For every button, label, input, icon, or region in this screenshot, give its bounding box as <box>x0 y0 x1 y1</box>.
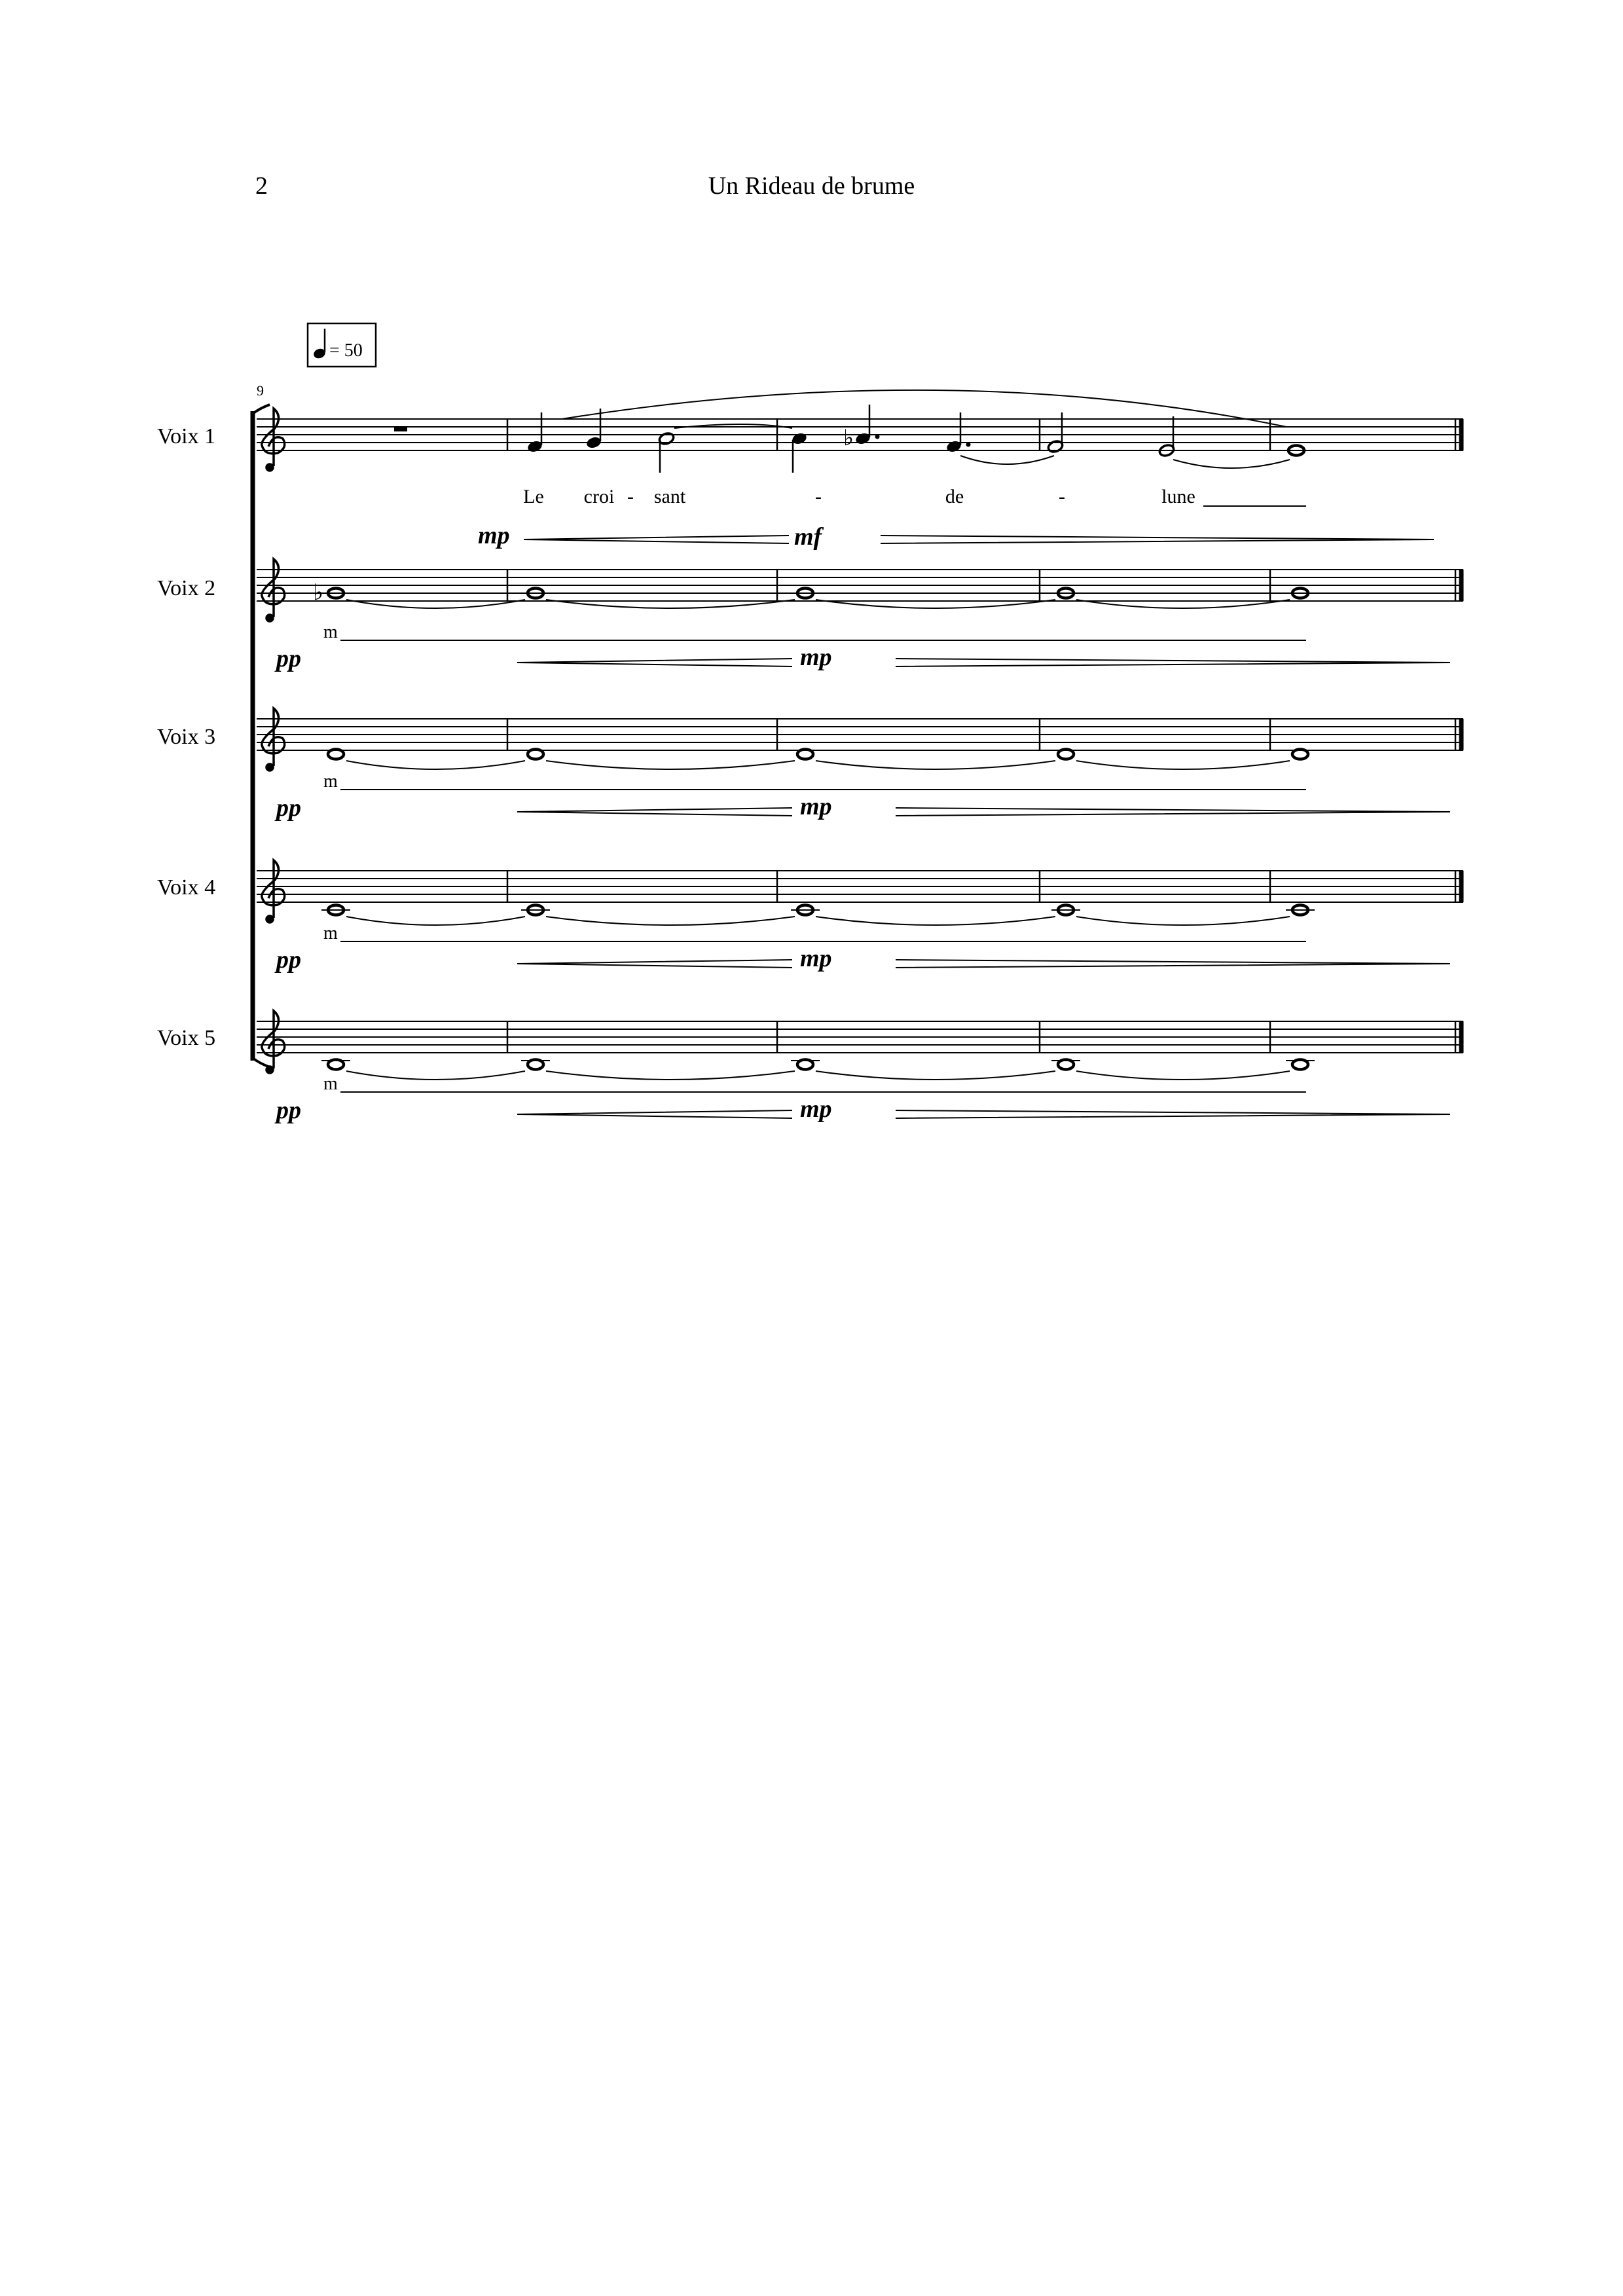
crescendo-hairpin <box>517 960 792 968</box>
flat-icon: ♭ <box>843 426 854 450</box>
dynamic-mp: mp <box>478 522 510 549</box>
lyric-syllable: - <box>627 486 634 507</box>
dynamic-pp: pp <box>276 645 301 672</box>
treble-clef-dot <box>266 464 273 471</box>
lyric-syllable: - <box>1059 486 1065 507</box>
tie <box>346 761 525 769</box>
crescendo-hairpin <box>517 1110 792 1118</box>
system-bracket-top <box>253 405 270 414</box>
lyric-syllable: m <box>323 771 338 792</box>
decrescendo-hairpin <box>881 536 1434 543</box>
tie <box>816 917 1055 925</box>
tie <box>1076 917 1290 925</box>
staff-voix-4 <box>257 871 1463 902</box>
treble-clef-icon <box>262 1011 285 1073</box>
phrase-slur <box>562 390 1286 427</box>
tie <box>1173 460 1290 468</box>
staff-label-voix-4: Voix 4 <box>157 875 216 900</box>
lyric-syllable: croi <box>583 486 615 507</box>
treble-clef-curve <box>262 1011 285 1068</box>
tie <box>546 917 795 925</box>
treble-clef-dot <box>266 764 273 771</box>
lyric-syllable: sant <box>653 486 686 507</box>
flat-icon: ♭ <box>313 581 324 605</box>
dynamic-mp: mp <box>800 1095 832 1123</box>
lyric-syllable: m <box>323 923 338 943</box>
page-number: 2 <box>255 172 268 200</box>
treble-clef-dot <box>266 916 273 922</box>
staff-label-voix-2: Voix 2 <box>157 576 216 600</box>
whole-note-voix-3 <box>328 750 344 759</box>
crescendo-hairpin <box>517 808 792 816</box>
dynamic-pp: pp <box>276 1097 301 1124</box>
whole-note-voix-3 <box>528 750 543 759</box>
lyric-syllable: m <box>323 1074 338 1094</box>
half-rest <box>394 427 407 431</box>
decrescendo-hairpin <box>896 808 1450 816</box>
decrescendo-hairpin <box>896 1110 1450 1118</box>
crescendo-hairpin <box>517 659 792 666</box>
dynamic-mp: mp <box>800 644 832 671</box>
tie <box>546 761 795 769</box>
decrescendo-hairpin <box>896 659 1450 666</box>
whole-note-voix-3 <box>1292 750 1308 759</box>
decrescendo-hairpin <box>896 960 1450 968</box>
tie <box>960 456 1054 464</box>
system-bracket-bottom <box>253 1058 270 1067</box>
treble-clef-curve <box>262 559 285 617</box>
staff-voix-3 <box>257 719 1463 750</box>
measure-number: 9 <box>257 382 264 399</box>
whole-note-voix-3 <box>797 750 813 759</box>
whole-note-voix-5 <box>1292 1060 1308 1070</box>
treble-clef-curve <box>262 409 285 466</box>
staff-label-voix-3: Voix 3 <box>157 725 216 749</box>
dynamic-pp: pp <box>276 946 301 974</box>
lyric-syllable: Le <box>523 486 544 507</box>
tie <box>346 917 525 925</box>
whole-note-voix-5 <box>1058 1060 1074 1070</box>
treble-clef-icon <box>262 559 285 621</box>
treble-clef-curve <box>262 860 285 918</box>
tie <box>1076 761 1290 769</box>
tie <box>346 1071 525 1080</box>
whole-note-voix-5 <box>528 1060 543 1070</box>
tie <box>816 761 1055 769</box>
whole-note-voix-3 <box>1058 750 1074 759</box>
treble-clef-curve <box>262 708 285 766</box>
dynamic-mp: mp <box>800 793 832 820</box>
page-title: Un Rideau de brume <box>708 172 915 200</box>
note-v1-ab-dotted-dot <box>875 435 880 439</box>
staff-label-voix-1: Voix 1 <box>157 424 216 448</box>
tie <box>816 1071 1055 1080</box>
dynamic-mp: mp <box>800 945 832 972</box>
staff-label-voix-5: Voix 5 <box>157 1026 216 1050</box>
treble-clef-icon <box>262 409 285 471</box>
staff-voix-5 <box>257 1021 1463 1053</box>
lyric-syllable: m <box>323 622 338 642</box>
treble-clef-dot <box>266 1066 273 1073</box>
dynamic-pp: pp <box>276 794 301 822</box>
treble-clef-dot <box>266 615 273 621</box>
lyric-syllable: lune <box>1161 486 1195 507</box>
staff-voix-2 <box>257 570 1463 601</box>
lyric-syllable: de <box>945 486 964 507</box>
treble-clef-icon <box>262 708 285 771</box>
treble-clef-icon <box>262 860 285 922</box>
tie <box>546 1071 795 1080</box>
dynamic-mf: mf <box>794 523 822 551</box>
lyric-syllable: - <box>815 486 822 507</box>
whole-note-voix-5 <box>797 1060 813 1070</box>
tempo-text: = 50 <box>329 340 363 361</box>
crescendo-hairpin <box>524 536 789 543</box>
note-v1-f-dotted-dot <box>966 443 971 447</box>
whole-note-voix-5 <box>328 1060 344 1070</box>
tie <box>1076 1071 1290 1080</box>
